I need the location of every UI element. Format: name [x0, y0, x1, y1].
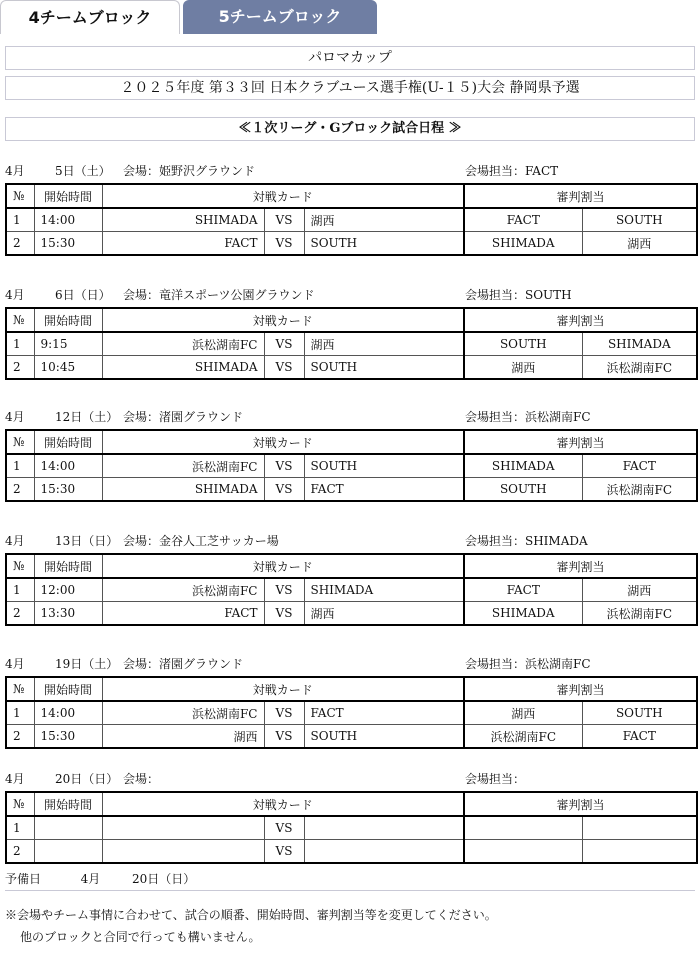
- referee-1: 浜松湖南FC: [464, 725, 582, 749]
- away-team: [304, 840, 464, 864]
- table-row: [6, 332, 697, 356]
- away-team: SOUTH: [304, 725, 464, 749]
- vs-label: VS: [264, 454, 304, 478]
- table-row: [6, 454, 697, 478]
- reserve-date: 20日（日）: [131, 872, 196, 886]
- block-tabs: [0, 0, 700, 34]
- game-no: 2: [6, 602, 34, 626]
- away-team: [304, 816, 464, 840]
- game-no: 1: [6, 816, 34, 840]
- referee-1: [464, 816, 582, 840]
- header-referee: 審判割当: [464, 677, 697, 701]
- header-no: №: [6, 677, 34, 701]
- home-team: 湖西: [102, 725, 264, 749]
- table-row: [6, 232, 697, 256]
- header-match: 対戦カード: [102, 677, 464, 701]
- home-team: FACT: [102, 232, 264, 256]
- home-team: 浜松湖南FC: [102, 454, 264, 478]
- day-venue: 会場：: [123, 772, 160, 786]
- referee-2: 浜松湖南FC: [582, 478, 697, 502]
- day-venue-manager: 会場担当：SOUTH: [465, 288, 572, 302]
- game-start-time: 15:30: [34, 478, 102, 502]
- referee-1: SHIMADA: [464, 602, 582, 626]
- day-month: 4月: [5, 657, 25, 671]
- header-match: 対戦カード: [102, 430, 464, 454]
- game-no: 2: [6, 478, 34, 502]
- match-table: [5, 429, 698, 502]
- away-team: SOUTH: [304, 232, 464, 256]
- away-team: FACT: [304, 478, 464, 502]
- game-start-time: 15:30: [34, 725, 102, 749]
- day-venue: 会場：姫野沢グラウンド: [123, 164, 256, 178]
- referee-1: FACT: [464, 578, 582, 602]
- game-start-time: 15:30: [34, 232, 102, 256]
- table-row: [6, 725, 697, 749]
- header-match: 対戦カード: [102, 554, 464, 578]
- home-team: 浜松湖南FC: [102, 701, 264, 725]
- home-team: 浜松湖南FC: [102, 332, 264, 356]
- header-time: 開始時間: [34, 792, 102, 816]
- header-no: №: [6, 430, 34, 454]
- table-row: [6, 478, 697, 502]
- day-date: 20日（日）: [55, 772, 119, 786]
- game-no: 1: [6, 701, 34, 725]
- referee-1: 湖西: [464, 701, 582, 725]
- reserve-label: 予備日: [5, 872, 42, 886]
- table-row: [6, 208, 697, 232]
- game-start-time: 12:00: [34, 578, 102, 602]
- tab-5-team-block[interactable]: 5チームブロック: [183, 0, 377, 34]
- reserve-day: [5, 870, 195, 887]
- header-match: 対戦カード: [102, 308, 464, 332]
- day-month: 4月: [5, 164, 25, 178]
- header-referee: 審判割当: [464, 554, 697, 578]
- day-date: 12日（土）: [55, 410, 119, 424]
- tournament-title: ２０２５年度 第３３回 日本クラブユース選手権(U-１５)大会 静岡県予選: [5, 76, 695, 100]
- match-table: [5, 307, 698, 380]
- vs-label: VS: [264, 725, 304, 749]
- day-venue: 会場：金谷人工芝サッカー場: [123, 534, 279, 548]
- game-start-time: 13:30: [34, 602, 102, 626]
- vs-label: VS: [264, 232, 304, 256]
- reserve-month: 4月: [80, 872, 101, 886]
- day-venue-manager: 会場担当：浜松湖南FC: [465, 410, 591, 424]
- cup-title: パロマカップ: [5, 46, 695, 70]
- match-table: [5, 676, 698, 749]
- day-date: 6日（日）: [55, 288, 111, 302]
- day-venue: 会場：竜洋スポーツ公園グラウンド: [123, 288, 315, 302]
- game-no: 1: [6, 454, 34, 478]
- match-table: [5, 791, 698, 864]
- vs-label: VS: [264, 356, 304, 380]
- game-no: 2: [6, 725, 34, 749]
- day-venue-manager: 会場担当：FACT: [465, 164, 559, 178]
- referee-2: FACT: [582, 725, 697, 749]
- table-row: [6, 578, 697, 602]
- header-no: №: [6, 792, 34, 816]
- referee-1: SHIMADA: [464, 454, 582, 478]
- table-row: [6, 840, 697, 864]
- referee-2: [582, 816, 697, 840]
- note-1: ※会場やチーム事情に合わせて、試合の順番、開始時間、審判割当等を変更してください。: [5, 908, 497, 922]
- schedule-title: ≪１次リーグ・Gブロック試合日程 ≫: [5, 117, 695, 141]
- referee-2: [582, 840, 697, 864]
- day-venue: 会場：渚園グラウンド: [123, 657, 244, 671]
- referee-1: SHIMADA: [464, 232, 582, 256]
- header-no: №: [6, 554, 34, 578]
- home-team: SHIMADA: [102, 478, 264, 502]
- day-month: 4月: [5, 410, 25, 424]
- header-match: 対戦カード: [102, 184, 464, 208]
- game-no: 2: [6, 356, 34, 380]
- table-row: [6, 701, 697, 725]
- game-start-time: 10:45: [34, 356, 102, 380]
- referee-2: FACT: [582, 454, 697, 478]
- referee-1: FACT: [464, 208, 582, 232]
- vs-label: VS: [264, 816, 304, 840]
- match-table: [5, 183, 698, 256]
- game-start-time: [34, 816, 102, 840]
- header-time: 開始時間: [34, 554, 102, 578]
- header-referee: 審判割当: [464, 792, 697, 816]
- vs-label: VS: [264, 701, 304, 725]
- game-no: 1: [6, 578, 34, 602]
- header-referee: 審判割当: [464, 308, 697, 332]
- game-start-time: 14:00: [34, 701, 102, 725]
- referee-2: 湖西: [582, 232, 697, 256]
- table-row: [6, 356, 697, 380]
- away-team: 湖西: [304, 208, 464, 232]
- header-time: 開始時間: [34, 430, 102, 454]
- home-team: FACT: [102, 602, 264, 626]
- game-no: 2: [6, 232, 34, 256]
- vs-label: VS: [264, 578, 304, 602]
- referee-1: 湖西: [464, 356, 582, 380]
- tab-4-team-block[interactable]: 4チームブロック: [0, 0, 180, 34]
- table-row: [6, 816, 697, 840]
- referee-1: SOUTH: [464, 332, 582, 356]
- day-venue-manager: 会場担当：SHIMADA: [465, 534, 588, 548]
- game-no: 2: [6, 840, 34, 864]
- day-month: 4月: [5, 288, 25, 302]
- away-team: SOUTH: [304, 356, 464, 380]
- vs-label: VS: [264, 840, 304, 864]
- header-no: №: [6, 308, 34, 332]
- header-no: №: [6, 184, 34, 208]
- vs-label: VS: [264, 208, 304, 232]
- game-no: 1: [6, 332, 34, 356]
- day-month: 4月: [5, 772, 25, 786]
- match-table: [5, 553, 698, 626]
- table-row: [6, 602, 697, 626]
- referee-1: SOUTH: [464, 478, 582, 502]
- vs-label: VS: [264, 478, 304, 502]
- day-venue-manager: 会場担当：浜松湖南FC: [465, 657, 591, 671]
- away-team: 湖西: [304, 602, 464, 626]
- away-team: SOUTH: [304, 454, 464, 478]
- game-no: 1: [6, 208, 34, 232]
- vs-label: VS: [264, 602, 304, 626]
- header-time: 開始時間: [34, 677, 102, 701]
- header-time: 開始時間: [34, 308, 102, 332]
- vs-label: VS: [264, 332, 304, 356]
- day-date: 13日（日）: [55, 534, 119, 548]
- away-team: FACT: [304, 701, 464, 725]
- game-start-time: 9:15: [34, 332, 102, 356]
- divider: [5, 890, 695, 891]
- game-start-time: [34, 840, 102, 864]
- home-team: 浜松湖南FC: [102, 578, 264, 602]
- day-venue: 会場：渚園グラウンド: [123, 410, 244, 424]
- header-referee: 審判割当: [464, 430, 697, 454]
- referee-2: 浜松湖南FC: [582, 356, 697, 380]
- home-team: [102, 840, 264, 864]
- referee-2: 湖西: [582, 578, 697, 602]
- header-referee: 審判割当: [464, 184, 697, 208]
- day-month: 4月: [5, 534, 25, 548]
- referee-2: 浜松湖南FC: [582, 602, 697, 626]
- away-team: 湖西: [304, 332, 464, 356]
- referee-1: [464, 840, 582, 864]
- referee-2: SHIMADA: [582, 332, 697, 356]
- home-team: [102, 816, 264, 840]
- day-venue-manager: 会場担当：: [465, 772, 526, 786]
- home-team: SHIMADA: [102, 356, 264, 380]
- note-2: 他のブロックと合同で行っても構いません。: [20, 930, 261, 944]
- referee-2: SOUTH: [582, 208, 697, 232]
- day-date: 5日（土）: [55, 164, 111, 178]
- day-date: 19日（土）: [55, 657, 119, 671]
- home-team: SHIMADA: [102, 208, 264, 232]
- away-team: SHIMADA: [304, 578, 464, 602]
- header-time: 開始時間: [34, 184, 102, 208]
- referee-2: SOUTH: [582, 701, 697, 725]
- header-match: 対戦カード: [102, 792, 464, 816]
- game-start-time: 14:00: [34, 208, 102, 232]
- game-start-time: 14:00: [34, 454, 102, 478]
